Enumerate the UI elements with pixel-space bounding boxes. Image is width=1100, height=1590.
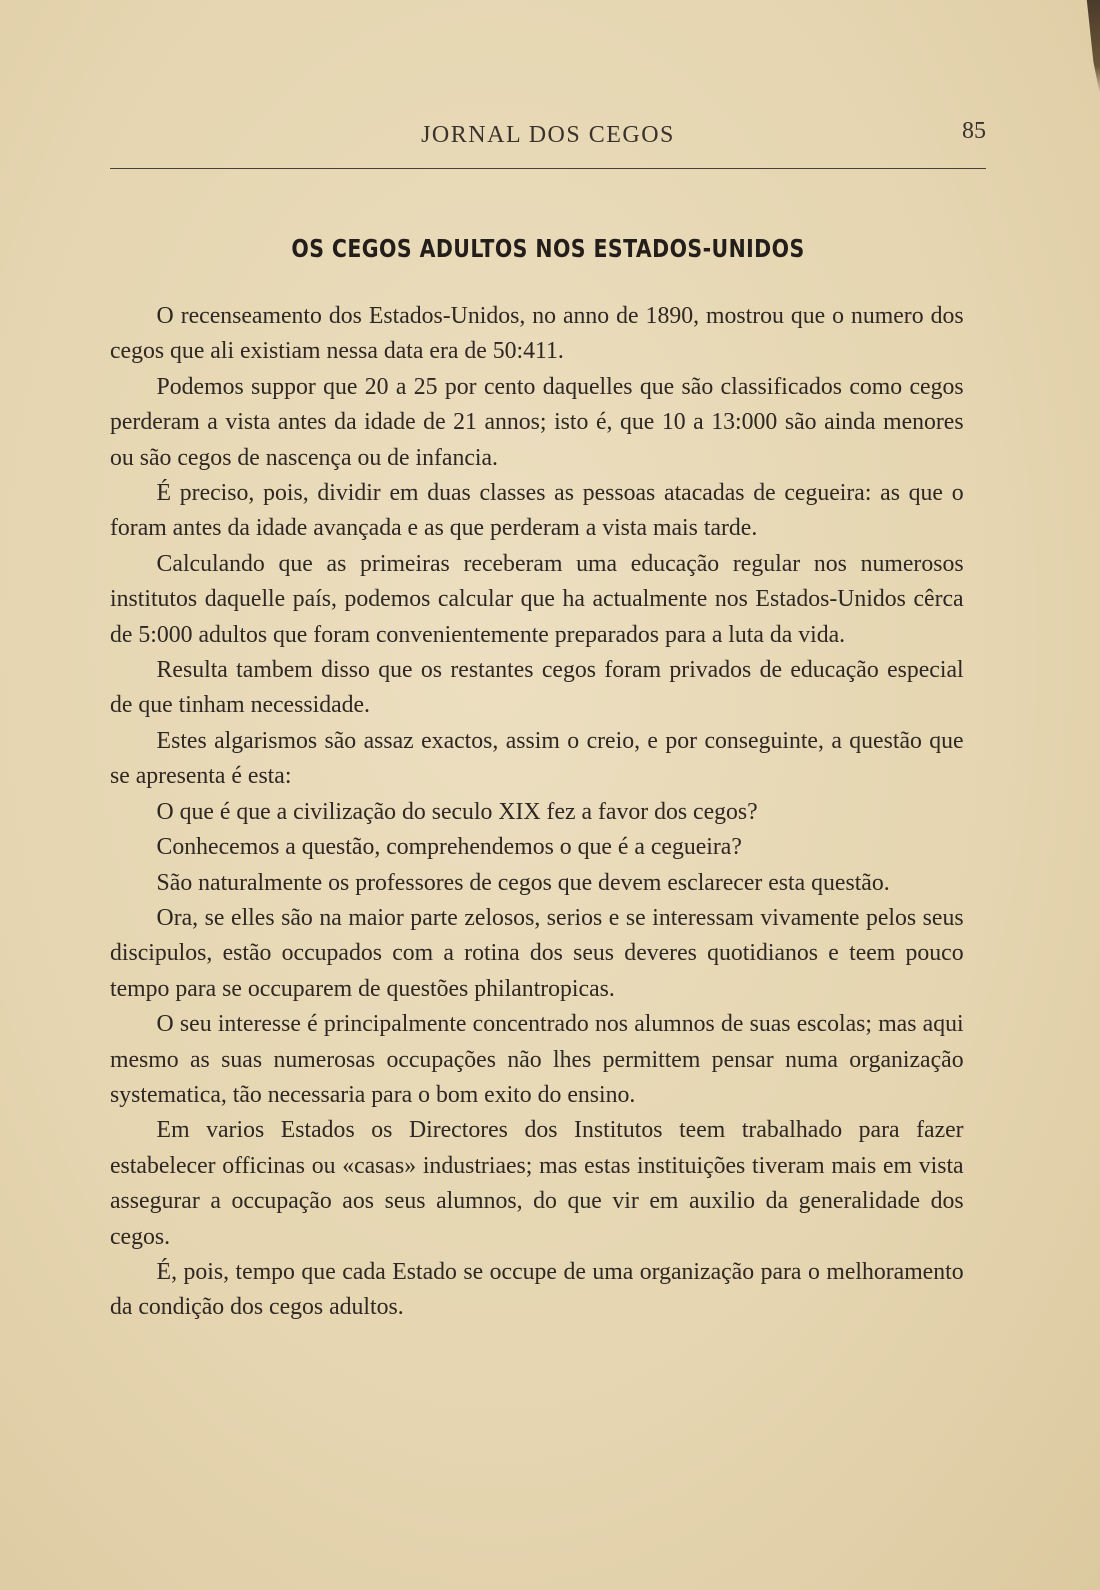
paragraph-5: Resulta tambem disso que os restantes cegos foram privados de educação especial de que tinham necessidade. [110,656,964,719]
paragraph-2: Podemos suppor que 20 a 25 por cento daquelles que são classificados como cegos perderam a vista antes da idade de 21 annos; isto é, que 10 a 13:000 são ainda menores ou são cegos de nascença ou de infancia. [110,372,964,471]
paragraph-8: Conhecemos a questão, comprehendemos o que é a cegueira? [156,833,742,861]
page-edge-mark [1078,0,1100,95]
paragraph-6: Estes algarismos são assaz exactos, assim o creio, e por conseguinte, a questão que se apresenta é esta: [110,726,964,790]
paragraph-1: O recenseamento dos Estados-Unidos, no anno de 1890, mostrou que o numero dos cegos que ali existiam nessa data era de 50:411. [110,302,964,365]
paragraph-11: O seu interesse é principalmente concentrado nos alumnos de suas escolas; mas aqui mesmo as suas numerosas occupações não lhes permittem pensar numa organização systematica, tão necessaria para o bom exito do ensino. [110,1010,964,1108]
running-header [110,118,986,158]
paragraph-4: Calculando que as primeiras receberam uma educação regular nos numerosos institutos daquelle país, podemos calcular que ha actualmente nos Estados-Unidos cêrca de 5:000 adultos que foram convenientemente preparados para a luta da vida. [110,549,964,648]
paragraph-3: É preciso, pois, dividir em duas classes as pessoas atacadas de cegueira: as que o foram antes da idade avançada e as que perderam a vista mais tarde. [110,479,964,542]
article-body [110,298,990,1325]
header-rule [110,168,986,169]
article-title: OS CEGOS ADULTOS NOS ESTADOS-UNIDOS [291,234,805,263]
paragraph-13: É, pois, tempo que cada Estado se occupe de uma organização para o melhoramento da condição dos cegos adultos. [110,1257,964,1321]
paragraph-12: Em varios Estados os Directores dos Institutos teem trabalhado para fazer estabelecer officinas ou «casas» industriaes; mas estas instituições tiveram mais em vista assegurar a occupação aos seus alumnos, do que vir em auxilio da generalidade dos cegos. [110,1116,964,1250]
paragraph-7: O que é que a civilização do seculo XIX fez a favor dos cegos? [156,797,758,825]
page-number: 85 [962,118,986,144]
journal-title: JORNAL DOS CEGOS [421,122,675,148]
paragraph-9: São naturalmente os professores de cegos que devem esclarecer esta questão. [156,868,890,896]
paragraph-10: Ora, se elles são na maior parte zelosos, serios e se interessam vivamente pelos seus discipulos, estão occupados com a rotina dos seus deveres quotidianos e teem pouco tempo para se occuparem de questões philantropicas. [110,903,964,1002]
